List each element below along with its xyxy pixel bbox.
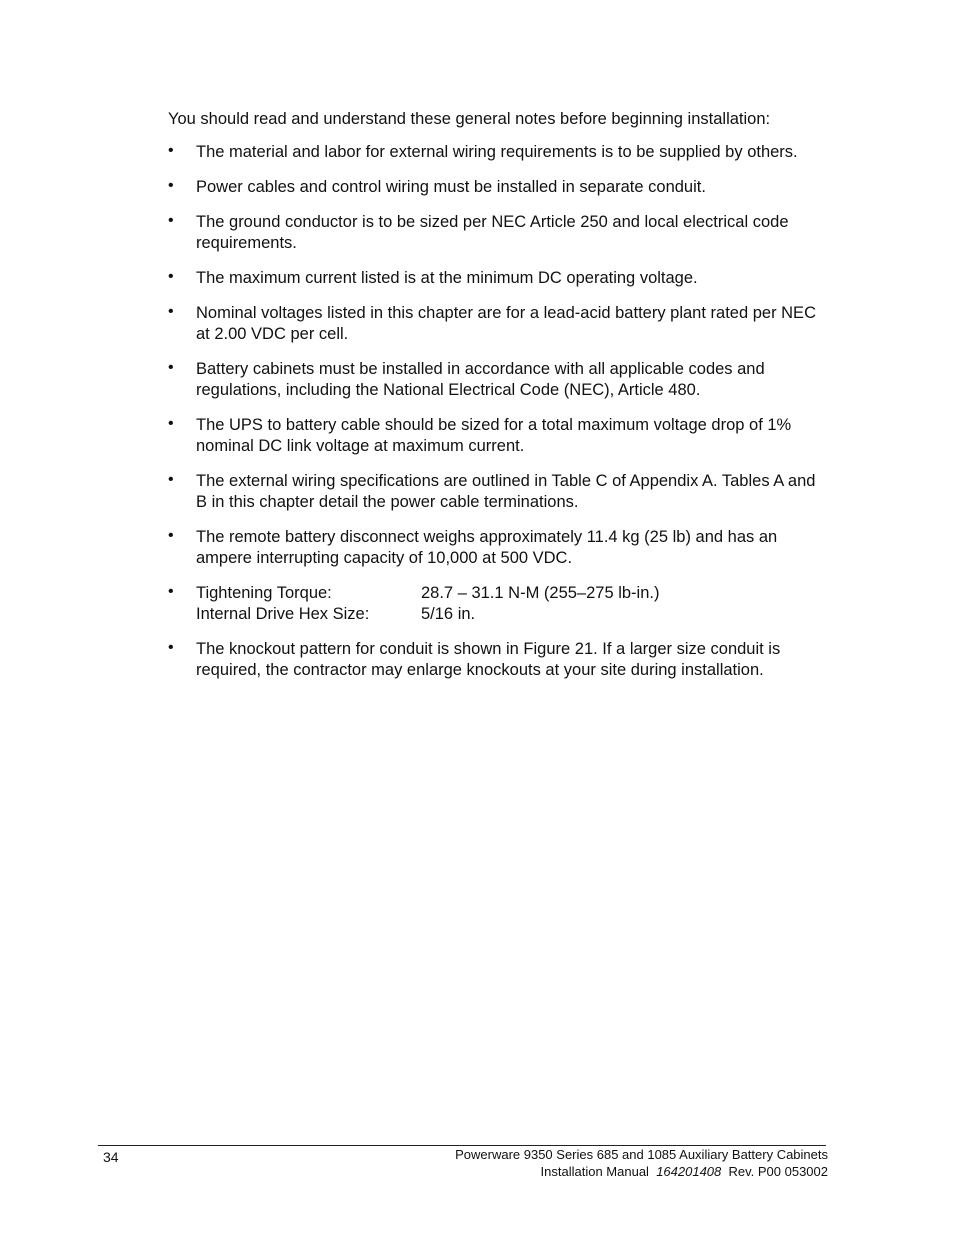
list-item: [168, 471, 818, 513]
bullet-icon: •: [168, 359, 174, 376]
footer-doc-number: 164201408: [656, 1164, 722, 1179]
tightening-torque-value: 28.7 – 31.1 N-M (255–275 lb-in.): [421, 584, 660, 602]
page-number: 34: [103, 1149, 119, 1165]
note-text: The material and labor for external wiring requirements is to be supplied by others.: [196, 143, 798, 161]
bullet-icon: •: [168, 268, 174, 285]
footer-manual-label: Installation Manual: [540, 1164, 649, 1179]
bullet-icon: •: [168, 415, 174, 432]
hex-size-row: [196, 604, 818, 625]
list-item: [168, 268, 818, 289]
installation-notes-list: [168, 142, 818, 695]
list-item: [168, 415, 818, 457]
note-text: The remote battery disconnect weighs approximately 11.4 kg (25 lb) and has an ampere interrupting capacity of 10,000 at 500 VDC.: [196, 528, 778, 567]
tightening-torque-label: Tightening Torque:: [196, 584, 332, 602]
note-text: Nominal voltages listed in this chapter are for a lead-acid battery plant rated per NEC at 2.00 VDC per cell.: [196, 304, 816, 343]
bullet-icon: •: [168, 471, 174, 488]
bullet-icon: •: [168, 303, 174, 320]
footer-revision: Rev. P00 053002: [728, 1164, 828, 1179]
note-text: Power cables and control wiring must be installed in separate conduit.: [196, 178, 706, 196]
list-item: [168, 303, 818, 345]
list-item: [168, 639, 818, 681]
note-text: The external wiring specifications are outlined in Table C of Appendix A. Tables A and B in this chapter detail the power cable terminations.: [196, 472, 816, 511]
bullet-icon: •: [168, 639, 174, 656]
hex-size-value: 5/16 in.: [421, 605, 476, 623]
torque-spec-item: [168, 583, 818, 625]
hex-size-label: Internal Drive Hex Size:: [196, 605, 370, 623]
note-text: Battery cabinets must be installed in accordance with all applicable codes and regulations, including the National Electrical Code (NEC), Article 480.: [196, 360, 765, 399]
note-text: The ground conductor is to be sized per NEC Article 250 and local electrical code requirements.: [196, 213, 789, 252]
footer-document-info: [455, 1146, 828, 1180]
note-text: The maximum current listed is at the minimum DC operating voltage.: [196, 269, 698, 287]
intro-paragraph: You should read and understand these general notes before beginning installation:: [168, 110, 771, 128]
list-item: [168, 177, 818, 198]
list-item: [168, 359, 818, 401]
bullet-icon: •: [168, 142, 174, 159]
bullet-icon: •: [168, 583, 174, 600]
footer-title: Powerware 9350 Series 685 and 1085 Auxiliary Battery Cabinets: [455, 1147, 828, 1162]
list-item: [168, 142, 818, 163]
list-item: [168, 527, 818, 569]
bullet-icon: •: [168, 212, 174, 229]
bullet-icon: •: [168, 527, 174, 544]
note-text: The UPS to battery cable should be sized for a total maximum voltage drop of 1% nominal DC link voltage at maximum current.: [196, 416, 792, 455]
note-text: The knockout pattern for conduit is shown in Figure 21. If a larger size conduit is required, the contractor may enlarge knockouts at your site during installation.: [196, 640, 781, 679]
footer-manual-line: [455, 1163, 828, 1180]
bullet-icon: •: [168, 177, 174, 194]
list-item: [168, 212, 818, 254]
tightening-torque-row: [196, 583, 818, 604]
